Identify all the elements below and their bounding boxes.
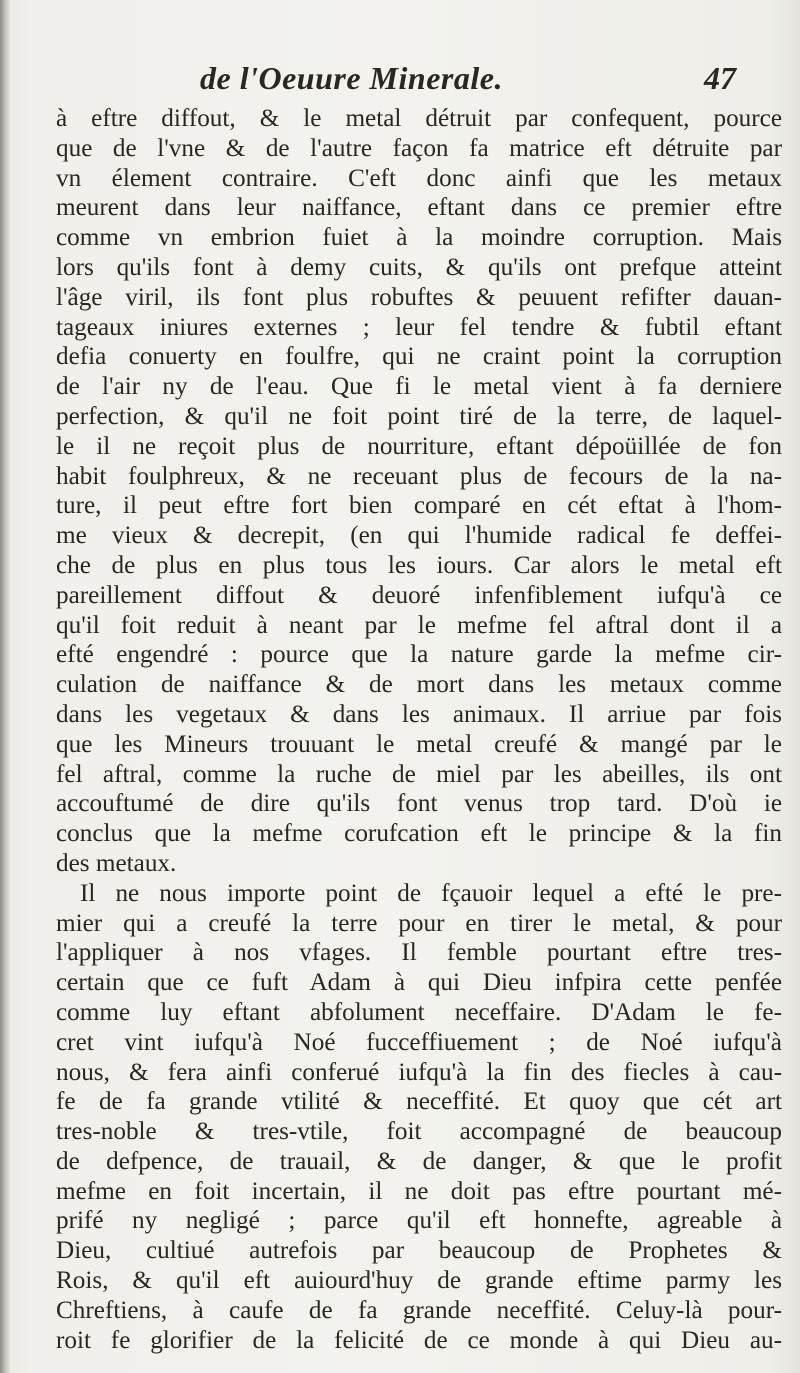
text-line: meurent dans leur naiffance, eftant dans ce premier eftre xyxy=(56,194,782,222)
text-line: de defpence, de trauail, & de danger, & que le profit xyxy=(56,1147,782,1175)
text-line: pareillement diffout & deuoré infenfiblement iufqu'à ce xyxy=(56,581,782,609)
page-header xyxy=(0,60,800,100)
text-line: culation de naiffance & de mort dans les metaux comme xyxy=(56,671,782,699)
text-line: roit fe glorifier de la felicité de ce monde à qui Dieu au- xyxy=(56,1326,782,1354)
text-line: comme vn embrion fuiet à la moindre corruption. Mais xyxy=(56,224,782,252)
text-line: tageaux iniures externes ; leur fel tendre & fubtil eftant xyxy=(56,313,782,341)
text-line: comme luy eftant abfolument neceffaire. D'Adam le fe- xyxy=(56,998,782,1026)
text-line: dans les vegetaux & dans les animaux. Il arriue par fois xyxy=(56,700,782,728)
text-line: de l'air ny de l'eau. Que fi le metal vient à fa derniere xyxy=(56,373,782,401)
text-line: l'appliquer à nos vfages. Il femble pourtant eftre tres- xyxy=(56,939,782,967)
text-line: conclus que la mefme corufcation eft le principe & la fin xyxy=(56,820,782,848)
text-line: le il ne reçoit plus de nourriture, eftant dépoüillée de fon xyxy=(56,432,782,460)
text-line: certain que ce fuft Adam à qui Dieu infpira cette penfée xyxy=(56,969,782,997)
text-line: mier qui a creufé la terre pour en tirer le metal, & pour xyxy=(56,909,782,937)
text-line: defia conuerty en foulfre, qui ne craint point la corruption xyxy=(56,343,782,371)
text-line: habit foulphreux, & ne receuant plus de fecours de la na- xyxy=(56,462,782,490)
text-line: lors qu'ils font à demy cuits, & qu'ils ont prefque atteint xyxy=(56,253,782,281)
text-line: che de plus en plus tous les iours. Car alors le metal eft xyxy=(56,551,782,579)
text-line: des metaux. xyxy=(56,849,177,877)
text-line: nous, & fera ainfi conferué iufqu'à la fin des fiecles à cau- xyxy=(56,1058,782,1086)
body-text xyxy=(56,104,782,1355)
text-line: cret vint iufqu'à Noé fucceffiuement ; de Noé iufqu'à xyxy=(56,1028,782,1056)
text-line: l'âge viril, ils font plus robuftes & peuuent refifter dauan- xyxy=(56,283,782,311)
text-line: fel aftral, comme la ruche de miel par les abeilles, ils ont xyxy=(56,760,782,788)
text-line: prifé ny negligé ; parce qu'il eft honnefte, agreable à xyxy=(56,1207,782,1235)
text-line: qu'il foit reduit à neant par le mefme fel aftral dont il a xyxy=(56,611,782,639)
text-line: Chreftiens, à caufe de fa grande neceffité. Celuy-là pour- xyxy=(56,1296,782,1324)
text-line: efté engendré : pource que la nature garde la mefme cir- xyxy=(56,641,782,669)
text-line: Il ne nous importe point de fçauoir lequel a efté le pre- xyxy=(80,879,782,907)
text-line: mefme en foit incertain, il ne doit pas eftre pourtant mé- xyxy=(56,1177,782,1205)
text-line: perfection, & qu'il ne foit point tiré de la terre, de laquel- xyxy=(56,402,782,430)
text-line: à eftre diffout, & le metal détruit par confequent, pource xyxy=(56,105,782,132)
running-title: de l'Oeuure Minerale. xyxy=(200,60,503,96)
text-line: que de l'vne & de l'autre façon fa matrice eft détruite par xyxy=(56,134,782,162)
text-line: Rois, & qu'il eft auiourd'huy de grande eftime parmy les xyxy=(56,1267,782,1295)
text-line: fe de fa grande vtilité & neceffité. Et quoy que cét art xyxy=(56,1088,782,1116)
text-line: accouftumé de dire qu'ils font venus trop tard. D'où ie xyxy=(56,790,782,818)
text-line: que les Mineurs trouuant le metal creufé & mangé par le xyxy=(56,730,782,758)
page-number: 47 xyxy=(704,60,736,96)
text-line: Dieu, cultiué autrefois par beaucoup de Prophetes & xyxy=(56,1237,782,1265)
text-line: me vieux & decrepit, (en qui l'humide radical fe deffei- xyxy=(56,522,782,550)
text-line: vn élement contraire. C'eft donc ainfi que les metaux xyxy=(56,164,782,192)
text-line: ture, il peut eftre fort bien comparé en cét eftat à l'hom- xyxy=(56,492,782,520)
page-binding-edge xyxy=(0,0,10,1373)
text-line: tres-noble & tres-vtile, foit accompagné de beaucoup xyxy=(56,1118,782,1146)
